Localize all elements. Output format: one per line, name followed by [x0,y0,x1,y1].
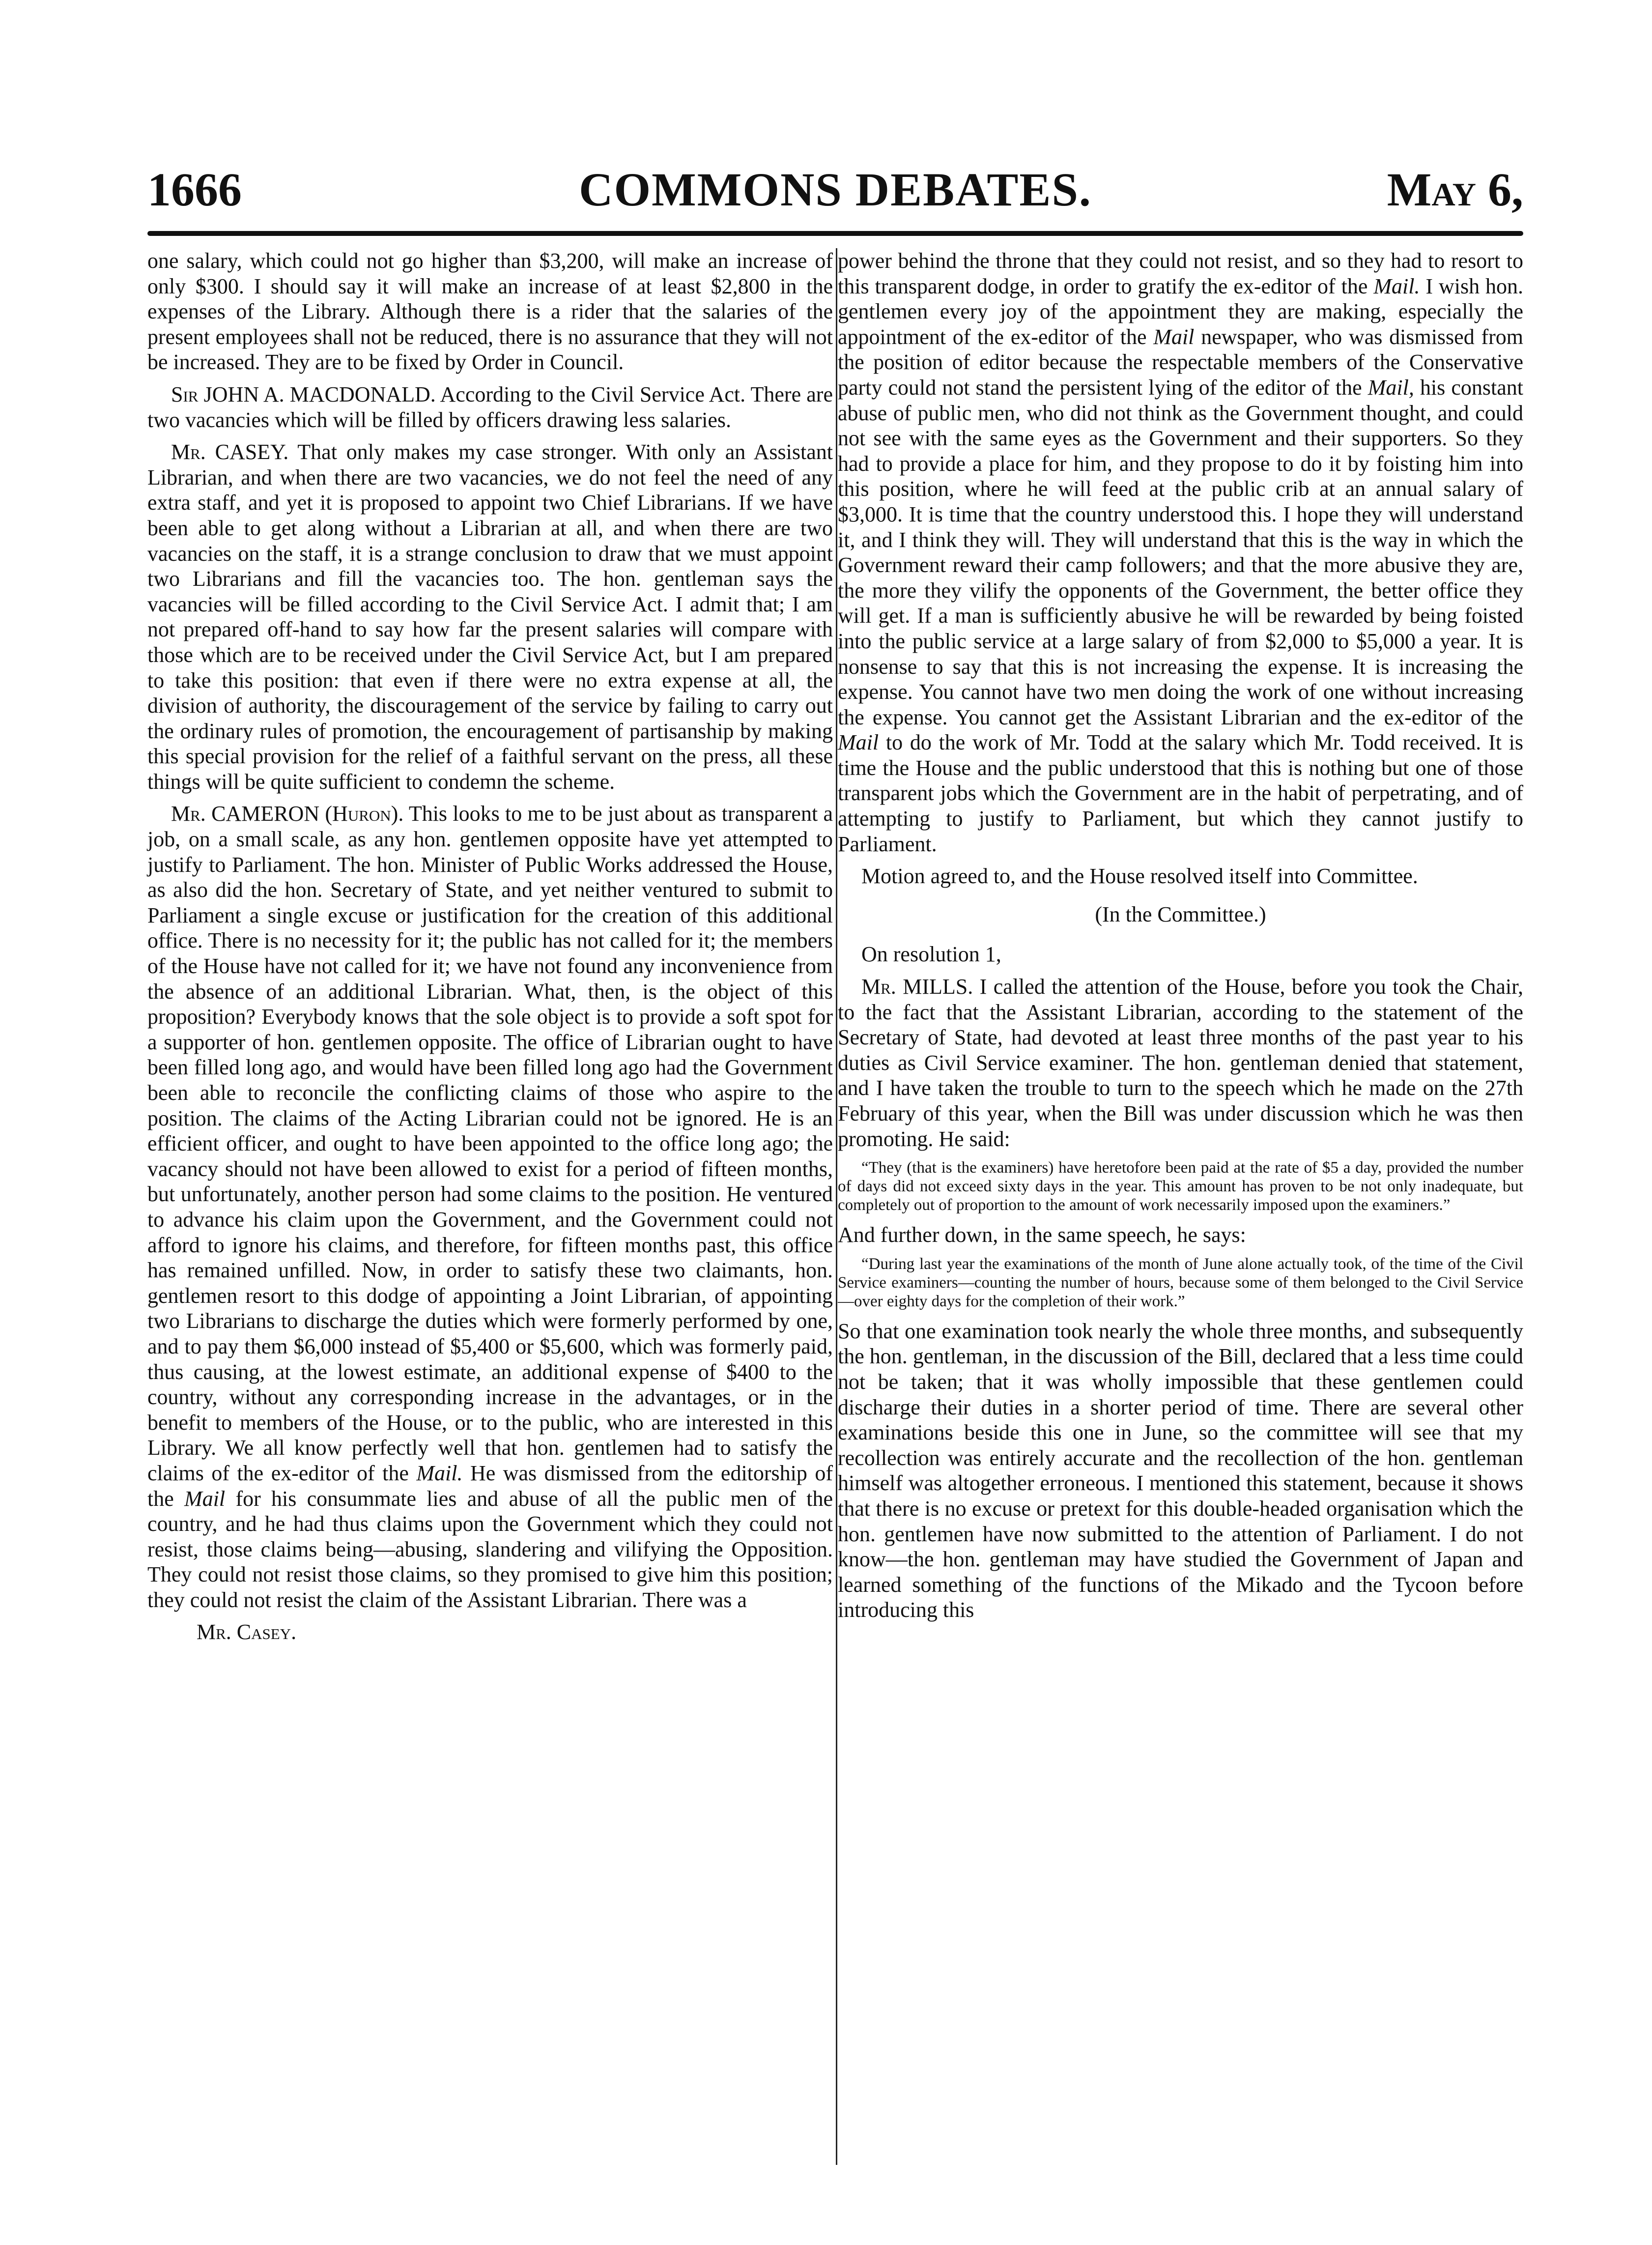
page-number: 1666 [147,163,242,216]
speech-text: to do the work of Mr. Todd at the salary which Mr. Todd received. It is time the House and the public understood that this is nothing but one of those transparent jobs which the Government are in the habit of perpetrating, and of attempting to justify to Parliament, but which they cannot justify to Parliament. [838,730,1524,856]
page-date: May 6, [1387,163,1523,216]
committee-heading: (In the Committee.) [1095,902,1266,926]
block-quote: “During last year the examinations of the month of June alone actually took, of the time of the Civil Service examiners—counting the number of hours, because some of them belonged to the Civil Service—over eighty days for the completion of their work.” [838,1255,1523,1310]
page-header [147,162,1523,231]
newspaper-name: Mail [1153,324,1195,349]
paragraph: On resolution 1, [861,942,1001,967]
paragraph [147,801,833,1612]
block-quote: “They (that is the examiners) have heretofore been paid at the rate of $5 a day, provided the number of days did not exceed sixty days in the year. This amount has proven to be not only inadequate, but completely out of proportion to the amount of work necessarily imposed upon the examiners.” [838,1159,1523,1214]
paragraph [147,439,833,794]
paragraph: And further down, in the same speech, he says: [838,1223,1246,1247]
page-title: COMMONS DEBATES. [579,163,1092,216]
speech-text: He was dismissed from the editorship of the [147,1461,833,1511]
column-signature: Mr. Casey. [197,1620,297,1644]
paragraph [838,248,1523,857]
paragraph: Motion agreed to, and the House resolved itself into Committee. [861,864,1418,889]
newspaper-name: Mail, [1367,375,1414,400]
paragraph [147,382,833,432]
speech-text: his constant abuse of public men, who did not think as the Government thought, and could not see with the same eyes as the Government and their supporters. So they had to provide a place for him, and they propose to do it by foisting him into this position, where he will feed at the public crib at an annual salary of $3,000. It is time that the country understood this. I hope they will understand it, and I think they will. They will understand that this is the way in which the Government reward their camp followers; and that the more abusive they are, the more they vilify the opponents of the Government, the better office they will get. If a man is sufficiently abusive he will be rewarded by being foisted into the public service at a large salary of from $2,000 to $5,000 a year. It is nonsense to say that this is not increasing the expense. It is increasing the expense. You cannot have two men doing the work of one without increasing the expense. You cannot get the Assistant Librarian and the ex-editor of the [838,375,1524,729]
left-column [147,248,833,1652]
header-rule [147,231,1523,236]
speech-text: I called the attention of the House, before you took the Chair, to the fact that the Assistant Librarian, according to the statement of the Secretary of State, had devoted at least three months of the past year to his duties as Civil Service examiner. The hon. gentleman denied that statement, and I have taken the trouble to turn to the speech which he made on the 27th February of this year, when the Bill was under discussion which he was then promoting. He said: [838,975,1523,1151]
speaker-name: Mr. MILLS. [861,975,973,999]
speaker-name: Mr. CASEY. [171,440,289,464]
speech-text: This looks to me to be just about as transparent a job, on a small scale, as any hon. gentlemen opposite have yet attempted to justify to Parliament. The hon. Minister of Public Works addressed the House, as also did the hon. Secretary of State, and yet neither ventured to submit to Parliament a single excuse or justification for the creation of this additional office. There is no necessity for it; the public has not called for it; the members of the House have not called for it; we have not found any inconvenience from the absence of an additional Librarian. What, then, is the object of this proposition? Everybody knows that the sole object is to provide a soft spot for a supporter of hon. gentlemen opposite. The office of Librarian ought to have been filled long ago, and would have been filled long ago had the Government been able to reconcile the conflicting claims of those who aspire to the position. The claims of the Acting Librarian could not be ignored. He is an efficient officer, and ought to have been appointed to the office long ago; the vacancy should not have been allowed to exist for a period of fifteen months, but unfortunately, another person had some claims to the position. He ventured to advance his claim upon the Government, and the Government could not afford to ignore his claims, and therefore, for fifteen months past, this office has remained unfilled. Now, in order to satisfy these two claimants, hon. gentlemen resort to this dodge of appointing a Joint Librarian, of appointing two Librarians to discharge the duties which were formerly performed by one, and to pay them $6,000 instead of $5,400 or $5,600, which was formerly paid, thus causing, at the lowest estimate, an additional expense of $400 to the country, without any corresponding increase in the advantages, or in the benefit to members of the House, or to the public, who are interested in this Library. We all know perfectly well that hon. gentlemen had to satisfy the claims of the ex-editor of the [147,802,833,1485]
speech-text: power behind the throne that they could not resist, and so they had to resort to this transparent dodge, in order to gratify the ex-editor of the [838,249,1523,298]
speaker-name: Mr. CAMERON (Huron). [171,802,404,826]
newspaper-name: Mail [184,1486,226,1511]
newspaper-name: Mail. [1373,274,1420,298]
newspaper-name: Mail [838,730,879,755]
speech-text: That only makes my case stronger. With only an Assistant Librarian, and when there are two vacancies, we do not feel the need of any extra staff, and yet it is proposed to appoint two Chief Librarians. If we have been able to get along without a Librarian at all, and when there are two vacancies on the staff, it is a strange conclusion to draw that we must appoint two Librarians and fill the vacancies too. The hon. gentleman says the vacancies will be filled according to the Civil Service Act. I admit that; I am not prepared off-hand to say how far the present salaries will compare with those which are to be received under the Civil Service Act, but I am prepared to take this position: that even if there were no extra expense at all, the division of authority, the discouragement of the service by failing to carry out the ordinary rules of promotion, the encouragement of partisanship by making this special provision for the relief of a faithful servant on the press, all these things will be quite sufficient to condemn the scheme. [147,440,833,794]
paragraph: one salary, which could not go higher than $3,200, will make an increase of only $300. I should say it will make an increase of at least $2,800 in the expenses of the Library. Although there is a rider that the salaries of the present employees shall not be reduced, there is no assurance that they will not be increased. They are to be fixed by Order in Council. [147,249,833,374]
paragraph [838,974,1523,1151]
speech-text: for his consummate lies and abuse of all the public men of the country, and he had thus claims upon the Government which they could not resist, those claims being—abusing, slandering and vilifying the Opposition. They could not resist those claims, so they promised to give him this position; they could not resist the claim of the Assistant Librarian. There was a [147,1486,833,1612]
speech-text: I wish hon. gentlemen every joy of the appointment they are making, especially the appointment of the ex-editor of the [838,274,1524,349]
speech-text: newspaper, who was dismissed from the position of editor because the respectable members of the Conservative party could not stand the persistent lying of the editor of the [838,324,1524,400]
right-column [838,248,1523,1630]
newspaper-name: Mail. [416,1461,463,1485]
column-divider [836,248,837,2165]
paragraph: So that one examination took nearly the whole three months, and subsequently the hon. gentleman, in the discussion of the Bill, declared that a less time could not be taken; that it was wholly impossible that these gentlemen could discharge their duties in a shorter period of time. There are several other examinations beside this one in June, so the committee will see that my recollection was entirely accurate and the recollection of the hon. gentleman himself was altogether erroneous. I mentioned this statement, because it shows that there is no excuse or pretext for this double-headed organisation which the hon. gentlemen have now submitted to the attention of Parliament. I do not know—the hon. gentleman may have studied the Government of Japan and learned something of the functions of the Mikado and the Tycoon before introducing this [838,1319,1523,1622]
speech-text: According to the Civil Service Act. There are two vacancies which will be filled by officers drawing less salaries. [147,382,833,432]
speaker-name: Sir JOHN A. MACDONALD. [171,382,436,406]
